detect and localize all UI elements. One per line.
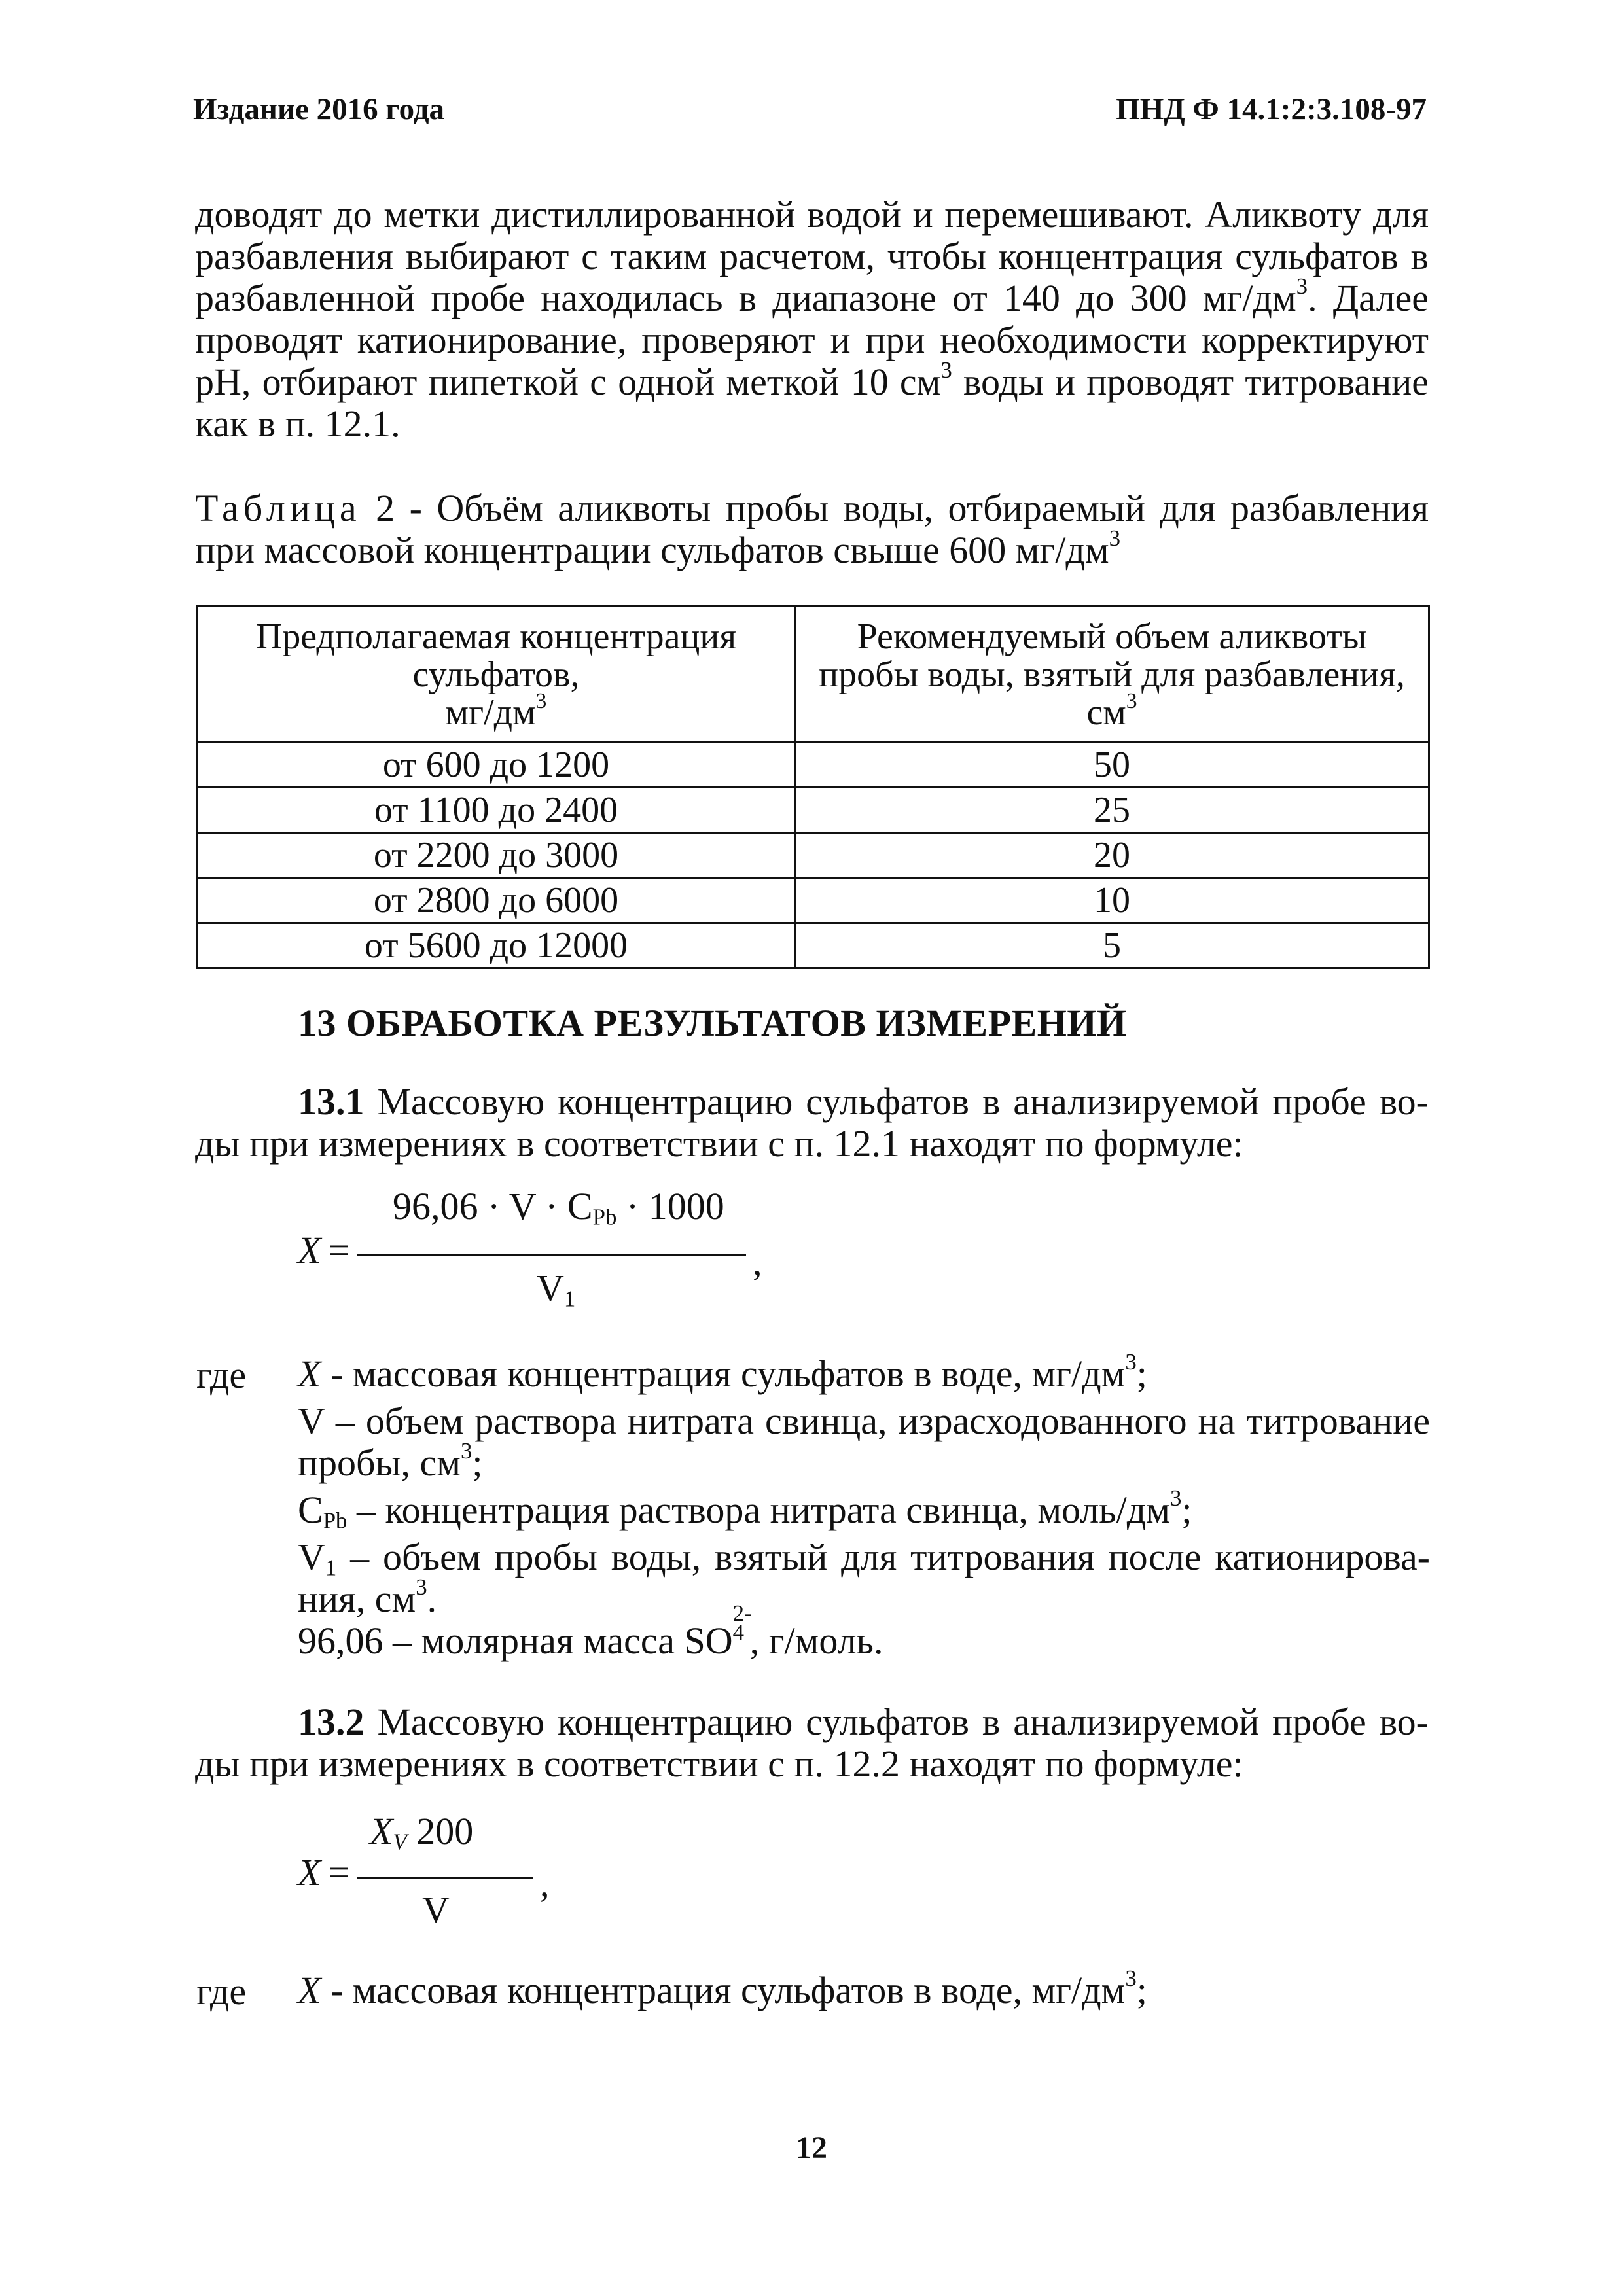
formula-denominator: $V_1$ bbox=[537, 1267, 576, 1312]
clause-number: 13.2 bbox=[298, 1701, 365, 1743]
intro-paragraph bbox=[195, 194, 1429, 445]
intro-line: как в п. 12.1. bbox=[195, 402, 401, 445]
where-label: где bbox=[196, 1354, 247, 1396]
formula-equals: = bbox=[329, 1229, 350, 1271]
volume-cell: 20 bbox=[795, 833, 1429, 878]
formula2-comma: , bbox=[540, 1862, 550, 1905]
document-code: ПНД Ф 14.1:2:3.108-97 bbox=[1116, 92, 1427, 126]
header-concentration: Предполагаемая концентрация сульфатов, $мг/дм^3$ bbox=[198, 607, 795, 743]
definition-v: V – объем раствора нитрата свинца, израсходованного на титрование пробы, $см^3$; bbox=[298, 1400, 1430, 1484]
section-title: 13 ОБРАБОТКА РЕЗУЛЬТАТОВ ИЗМЕРЕНИЙ bbox=[298, 1002, 1127, 1044]
definition-v1: $V_1$ – объем пробы воды, взятый для титрования после катионирова- ния, $см^3$. bbox=[298, 1536, 1430, 1620]
fraction-bar bbox=[357, 1877, 533, 1879]
formula2-equals: = bbox=[329, 1851, 350, 1894]
definition-cpb: $C_{Pb}$ – концентрация раствора нитрата свинца, моль/$дм^3$; bbox=[298, 1485, 1192, 1534]
table-row bbox=[198, 833, 1429, 878]
formula2-denominator: V bbox=[422, 1888, 450, 1931]
volume-cell: 50 bbox=[795, 743, 1429, 788]
intro-line: разбавления выбирают с таким расчетом, чтобы концентрация сульфатов в bbox=[195, 235, 1429, 277]
formula-comma: , bbox=[753, 1241, 762, 1283]
table-label: Таблица bbox=[195, 487, 361, 529]
range-cell: от 600 до 1200 bbox=[198, 743, 795, 788]
table-row bbox=[198, 923, 1429, 968]
formula2-lhs: X bbox=[298, 1851, 321, 1894]
table-caption: Таблица 2 - Объём аликвоты пробы воды, отбираемый для разбавления при массовой концентрации сульфатов свыше 600 $мг/дм^3$ bbox=[195, 487, 1429, 571]
range-cell: от 2800 до 6000 bbox=[198, 878, 795, 923]
header-volume: Рекомендуемый объем аликвоты пробы воды, взятый для разбавления, $см^3$ bbox=[795, 607, 1429, 743]
table-row bbox=[198, 878, 1429, 923]
table-row bbox=[198, 788, 1429, 833]
formula-numerator: $96,06 \cdot V \cdot C_{Pb} \cdot 1000$ bbox=[393, 1185, 724, 1230]
range-cell: от 1100 до 2400 bbox=[198, 788, 795, 833]
aliquot-table bbox=[196, 605, 1430, 969]
volume-cell: 10 bbox=[795, 878, 1429, 923]
formula2-numerator: $X_V$ 200 bbox=[370, 1810, 474, 1855]
definitions-list bbox=[298, 1349, 1430, 1662]
intro-line: разбавленной пробе находилась в диапазоне от 140 до 300 $мг/дм^3$. Далее bbox=[195, 273, 1429, 319]
volume-cell: 25 bbox=[795, 788, 1429, 833]
paragraph-13-1: 13.1 Массовую концентрацию сульфатов в анализируемой пробе во- ды при измерениях в соответствии с п. 12.1 находят по формуле: bbox=[195, 1080, 1429, 1165]
intro-line: проводят катионирование, проверяют и при необходимости корректируют bbox=[195, 319, 1429, 361]
edition-label: Издание 2016 года bbox=[193, 92, 444, 126]
intro-line: pH, отбирают пипеткой с одной меткой 10 $см^3$ воды и проводят титрование bbox=[195, 357, 1429, 403]
volume-cell: 5 bbox=[795, 923, 1429, 968]
range-cell: от 5600 до 12000 bbox=[198, 923, 795, 968]
definition-x: X - массовая концентрация сульфатов в воде, $мг/дм^3$; bbox=[298, 1349, 1147, 1395]
fraction-bar bbox=[357, 1254, 746, 1256]
definition-x: X - массовая концентрация сульфатов в воде, $мг/дм^3$; bbox=[298, 1965, 1147, 2011]
paragraph-13-2: 13.2 Массовую концентрацию сульфатов в анализируемой пробе во- ды при измерениях в соответствии с п. 12.2 находят по формуле: bbox=[195, 1701, 1429, 1785]
table-row bbox=[198, 743, 1429, 788]
intro-line: доводят до метки дистиллированной водой и перемешивают. Аликвоту для bbox=[195, 193, 1429, 236]
definition-molar-mass: 96,06 – молярная масса SO 2- 4 , г/моль. bbox=[298, 1600, 883, 1662]
page-number: 12 bbox=[796, 2130, 827, 2165]
where-label: где bbox=[196, 1970, 247, 2013]
clause-number: 13.1 bbox=[298, 1080, 365, 1123]
range-cell: от 2200 до 3000 bbox=[198, 833, 795, 878]
formula-lhs: X bbox=[298, 1229, 321, 1271]
